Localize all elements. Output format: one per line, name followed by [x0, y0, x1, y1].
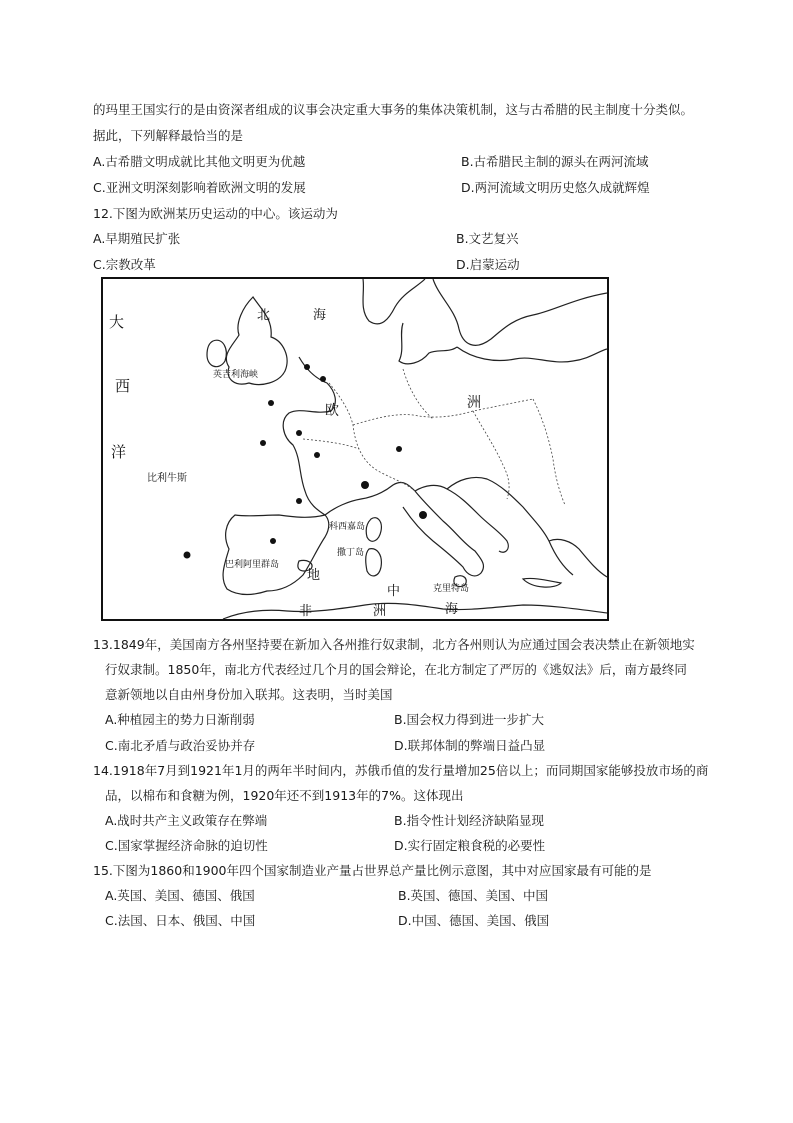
label-hai-south: 海 — [445, 602, 459, 617]
label-iberia: 比利牛斯 — [147, 473, 187, 484]
city-dot — [396, 446, 402, 452]
q14-option-c[interactable]: C.国家掌握经济命脉的迫切性 — [105, 838, 268, 853]
label-balearic: 巴利阿里群岛 — [225, 560, 280, 570]
q11-option-d[interactable]: D.两河流域文明历史悠久成就辉煌 — [461, 180, 650, 195]
q13-option-c[interactable]: C.南北矛盾与政治妥协并存 — [105, 738, 256, 753]
map-labels — [109, 308, 481, 619]
q13-stem-line1: 13.1849年，美国南方各州坚持要在新加入各州推行奴隶制，北方各州则认为应通过国会表决禁止在新领地实 — [93, 637, 695, 652]
q15-option-c[interactable]: C.法国、日本、俄国、中国 — [105, 913, 256, 928]
city-dot — [304, 364, 310, 370]
q15-option-b[interactable]: B.英国、德国、美国、中国 — [398, 888, 549, 903]
city-markers — [184, 364, 428, 559]
label-di: 地 — [307, 568, 321, 583]
label-da: 大 — [109, 313, 125, 331]
q13-stem-line2: 行奴隶制。1850年，南北方代表经过几个月的国会辩论，在北方制定了严厉的《逃奴法》后，南方最终同 — [105, 662, 687, 677]
city-dot — [270, 538, 276, 544]
label-bei: 北 — [257, 308, 271, 323]
q11-stem-line1: 的玛里王国实行的是由资深者组成的议事会决定重大事务的集体决策机制，这与古希腊的民主制度十分类似。 — [93, 102, 694, 117]
label-english-channel: 英吉利海峡 — [213, 370, 259, 380]
city-dot — [296, 430, 302, 436]
city-dot — [320, 376, 326, 382]
q11-option-c[interactable]: C.亚洲文明深刻影响着欧洲文明的发展 — [93, 180, 306, 195]
label-hai-north: 海 — [313, 308, 327, 323]
q15-option-a[interactable]: A.英国、美国、德国、俄国 — [105, 888, 255, 903]
city-dot — [314, 452, 320, 458]
q12-option-b[interactable]: B.文艺复兴 — [456, 231, 519, 246]
q15-stem: 15.下图为1860和1900年四个国家制造业产量占世界总产量比例示意图，其中对应国家最有可能的是 — [93, 863, 652, 878]
label-crete: 克里特岛 — [433, 584, 470, 594]
label-corsica: 科西嘉岛 — [329, 522, 366, 532]
q14-stem-line2: 品，以棉布和食糖为例，1920年还不到1913年的7%。这体现出 — [105, 788, 464, 803]
city-dot — [419, 511, 427, 519]
europe-map — [101, 277, 609, 621]
q11-option-a[interactable]: A.古希腊文明成就比其他文明更为优越 — [93, 154, 306, 169]
q12-option-d[interactable]: D.启蒙运动 — [456, 257, 520, 272]
q14-option-a[interactable]: A.战时共产主义政策存在弊端 — [105, 813, 268, 828]
q14-option-d[interactable]: D.实行固定粮食税的必要性 — [394, 838, 546, 853]
label-zhou-africa: 洲 — [373, 604, 387, 619]
q11-stem-line2: 据此，下列解释最恰当的是 — [93, 128, 244, 143]
city-dot — [260, 440, 266, 446]
borders — [303, 369, 565, 505]
label-sardinia: 撒丁岛 — [337, 548, 365, 558]
city-dot — [268, 400, 274, 406]
q12-option-c[interactable]: C.宗教改革 — [93, 257, 156, 272]
q14-option-b[interactable]: B.指令性计划经济缺陷显现 — [394, 813, 545, 828]
europe-map-drawing — [103, 279, 607, 619]
label-xi: 西 — [115, 377, 131, 395]
q13-option-d[interactable]: D.联邦体制的弊端日益凸显 — [394, 738, 546, 753]
q12-option-a[interactable]: A.早期殖民扩张 — [93, 231, 181, 246]
label-zhou: 洲 — [467, 395, 481, 411]
q13-stem-line3: 意新领地以自由州身份加入联邦。这表明，当时美国 — [105, 687, 393, 702]
city-dot — [184, 552, 191, 559]
city-dot — [361, 481, 369, 489]
q13-option-a[interactable]: A.种植园主的势力日渐削弱 — [105, 712, 255, 727]
q13-option-b[interactable]: B.国会权力得到进一步扩大 — [394, 712, 545, 727]
label-fei: 非 — [299, 604, 313, 619]
q15-option-d[interactable]: D.中国、德国、美国、俄国 — [398, 913, 550, 928]
city-dot — [296, 498, 302, 504]
q12-stem: 12.下图为欧洲某历史运动的中心。该运动为 — [93, 206, 338, 221]
q11-option-b[interactable]: B.古希腊民主制的源头在两河流域 — [461, 154, 649, 169]
label-yang: 洋 — [111, 443, 127, 461]
label-ou: 欧 — [325, 403, 339, 419]
label-zhong: 中 — [387, 584, 401, 599]
q14-stem-line1: 14.1918年7月到1921年1月的两年半时间内，苏俄币值的发行量增加25倍以上；而同期国家能够投放市场的商 — [93, 763, 709, 778]
